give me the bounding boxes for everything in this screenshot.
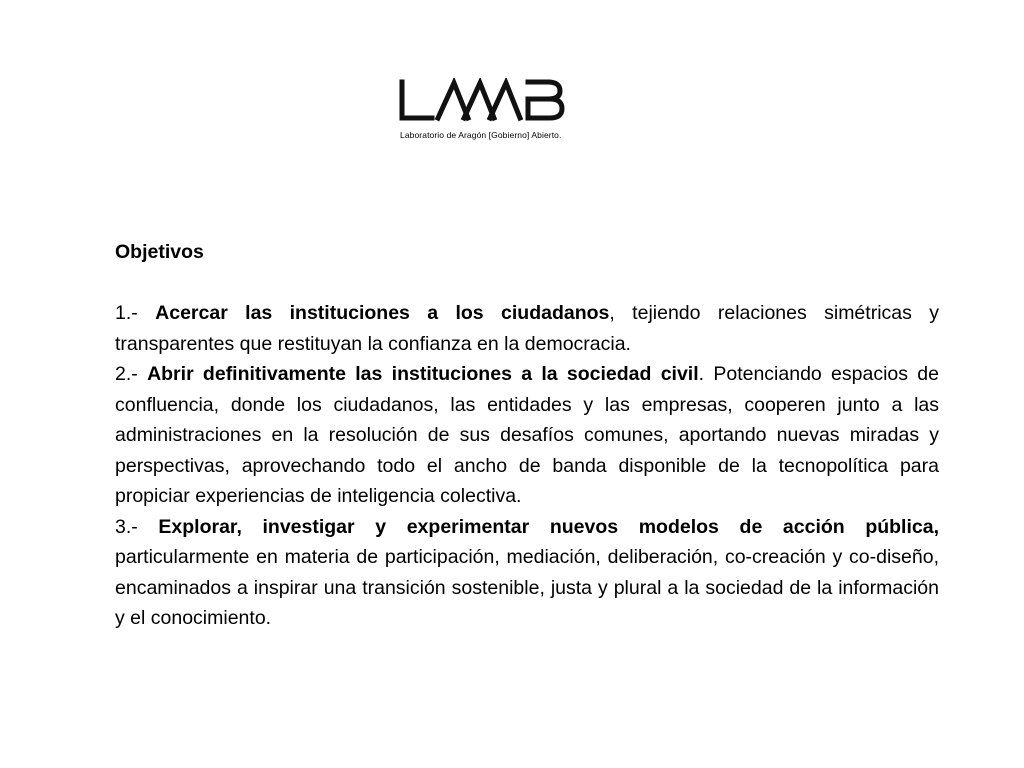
spacer bbox=[115, 268, 939, 299]
item-bold-text: Explorar, investigar y experimentar nuevos modelos de acción pública, bbox=[158, 515, 939, 538]
item-number: 3.- bbox=[115, 515, 138, 538]
objective-item-1 bbox=[115, 298, 939, 359]
item-number: 1.- bbox=[115, 302, 138, 324]
objective-item-2 bbox=[115, 359, 939, 512]
item-text: particularmente en materia de participación, mediación, deliberación, co-creación y co-diseño, encaminados a inspirar una transición sostenible, justa y plural a la sociedad de la información y el conocimiento. bbox=[115, 546, 939, 629]
logo-tagline: Laboratorio de Aragón [Gobierno] Abierto. bbox=[400, 130, 562, 140]
item-bold-text: Abrir definitivamente las instituciones a la sociedad civil bbox=[147, 363, 699, 385]
objective-item-3 bbox=[115, 512, 939, 634]
laaab-wordmark-graphic bbox=[398, 78, 568, 124]
item-bold-text: Acercar las instituciones a los ciudadanos bbox=[155, 302, 610, 324]
item-text: , tejiendo relaciones simétricas y transparentes que restituyan la confianza en la democracia. bbox=[115, 302, 939, 355]
item-text: . Potenciando espacios de confluencia, donde los ciudadanos, las entidades y las empresas, cooperen junto a las administraciones en la resolución de sus desafíos comunes, aportando nuevas miradas y perspectivas, aprovechando todo el ancho de banda disponible de la tecnopolítica para propiciar experiencias de inteligencia colectiva. bbox=[115, 363, 939, 507]
item-number: 2.- bbox=[115, 363, 138, 385]
laaab-logo bbox=[398, 78, 588, 148]
section-heading: Objetivos bbox=[115, 241, 204, 263]
objectives-section bbox=[115, 237, 939, 634]
